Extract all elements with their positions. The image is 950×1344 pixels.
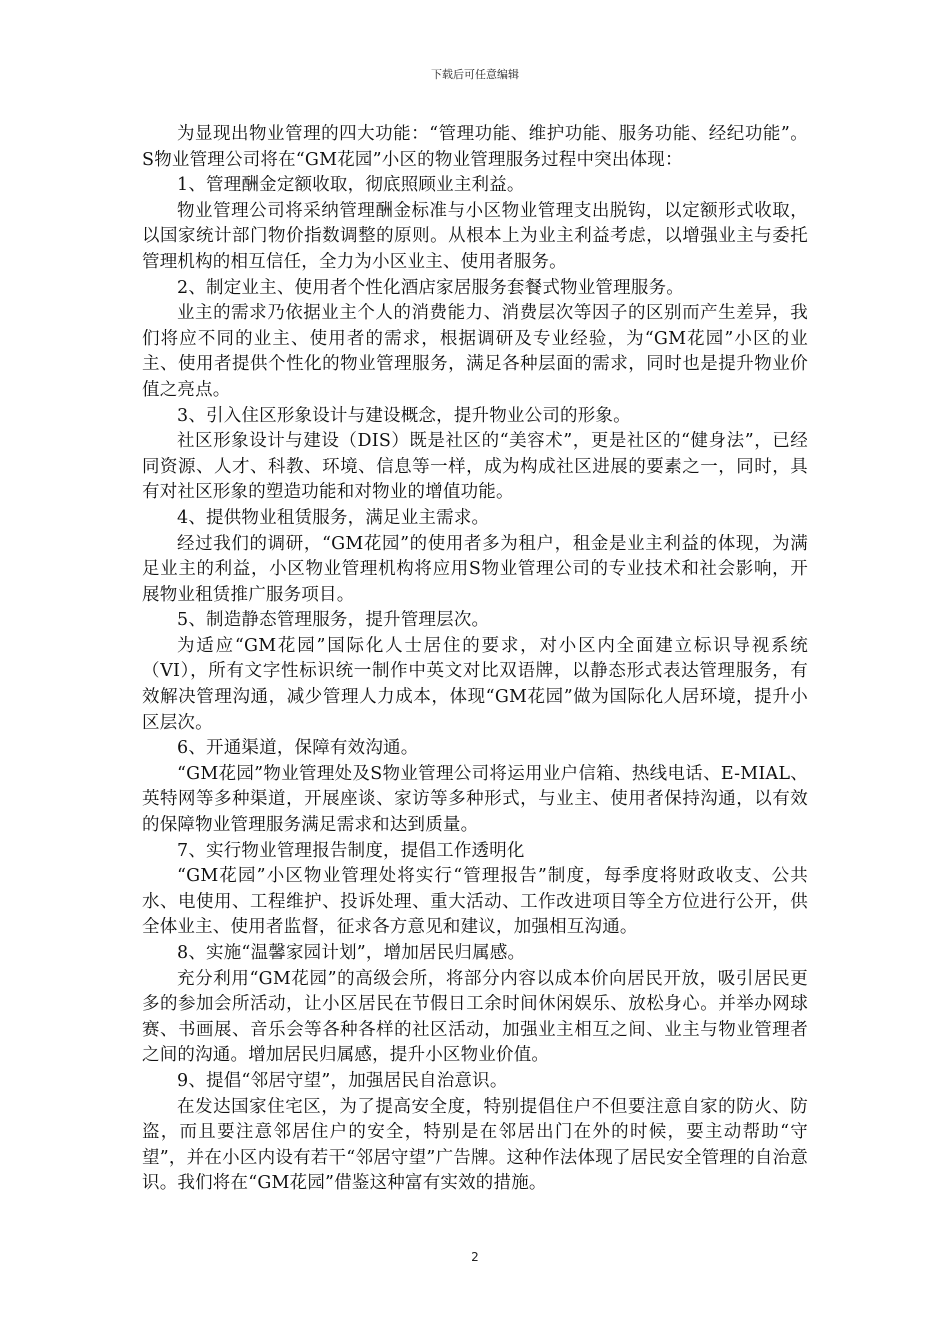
intro-paragraph: 为显现出物业管理的四大功能：“管理功能、维护功能、服务功能、经纪功能”。S物业管理公司将在“GM花园”小区的物业管理服务过程中突出体现： [142,124,808,170]
page-header: 下载后可任意编辑 [431,68,519,81]
heading-item-9: 9、提倡“邻居守望”，加强居民自治意识。 [177,1070,508,1091]
body-paragraph-7: “GM花园”小区物业管理处将实行“管理报告”制度，每季度将财政收支、公共水、电使用、工程维护、投诉处理、重大活动、工作改进项目等全方位进行公开，供全体业主、使用者监督，征求各方意见和建议，加强相互沟通。 [142,866,808,938]
body-paragraph-5: 为适应“GM花园”国际化人士居住的要求，对小区内全面建立标识导视系统（VI），所有文字性标识统一制作中英文对比双语牌，以静态形式表达管理服务，有效解决管理沟通，减少管理人力成本，体现“GM花园”做为国际化人居环境，提升小区层次。 [142,635,808,733]
body-paragraph-8: 充分利用“GM花园”的高级会所，将部分内容以成本价向居民开放，吸引居民更多的参加会所活动，让小区居民在节假日工余时间休闲娱乐、放松身心。并举办网球赛、书画展、音乐会等各种各样的社区活动，加强业主相互之间、业主与物业管理者之间的沟通。增加居民归属感，提升小区物业价值。 [142,968,808,1066]
heading-item-7: 7、实行物业管理报告制度，提倡工作透明化 [177,840,525,861]
heading-item-4: 4、提供物业租赁服务，满足业主需求。 [177,507,490,528]
body-paragraph-2: 业主的需求乃依据业主个人的消费能力、消费层次等因子的区别而产生差异，我们将应不同的业主、使用者的需求，根据调研及专业经验，为“GM花园”小区的业主、使用者提供个性化的物业管理服务，满足各种层面的需求，同时也是提升物业价值之亮点。 [142,303,808,400]
document-body [142,122,808,1197]
heading-item-8: 8、实施“温馨家园计划”，增加居民归属感。 [177,943,526,963]
body-paragraph-3: 社区形象设计与建设（DIS）既是社区的“美容术”，更是社区的“健身法”，已经同资源、人才、科教、环境、信息等一样，成为构成社区进展的要素之一，同时，具有对社区形象的塑造功能和对物业的增值功能。 [142,431,808,503]
heading-item-3: 3、引入住区形象设计与建设概念，提升物业公司的形象。 [177,405,631,426]
heading-item-1: 1、管理酬金定额收取，彻底照顾业主利益。 [177,175,525,196]
page-number: 2 [471,1250,479,1264]
body-paragraph-9: 在发达国家住宅区，为了提高安全度，特别提倡住户不但要注意自家的防火、防盗，而且要注意邻居住户的安全，特别是在邻居出门在外的时候，要主动帮助“守望”，并在小区内设有若干“邻居守望”广告牌。这种作法体现了居民安全管理的自治意识。我们将在“GM花园”借鉴这种富有实效的措施。 [142,1096,808,1194]
body-paragraph-4: 经过我们的调研，“GM花园”的使用者多为租户，租金是业主利益的体现，为满足业主的利益，小区物业管理机构将应用S物业管理公司的专业技术和社会影响，开展物业租赁推广服务项目。 [142,533,808,605]
body-paragraph-6: “GM花园”物业管理处及S物业管理公司将运用业户信箱、热线电话、E-MIAL、英特网等多种渠道，开展座谈、家访等多种形式，与业主、使用者保持沟通，以有效的保障物业管理服务满足需求和达到质量。 [142,763,808,836]
heading-item-2: 2、制定业主、使用者个性化酒店家居服务套餐式物业管理服务。 [177,277,684,298]
body-paragraph-1: 物业管理公司将采纳管理酬金标准与小区物业管理支出脱钩，以定额形式收取，以国家统计部门物价指数调整的原则。从根本上为业主利益考虑，以增强业主与委托管理机构的相互信任，全力为小区业主、使用者服务。 [142,200,808,272]
heading-item-6: 6、开通渠道，保障有效沟通。 [177,738,419,759]
heading-item-5: 5、制造静态管理服务，提升管理层次。 [177,610,490,631]
